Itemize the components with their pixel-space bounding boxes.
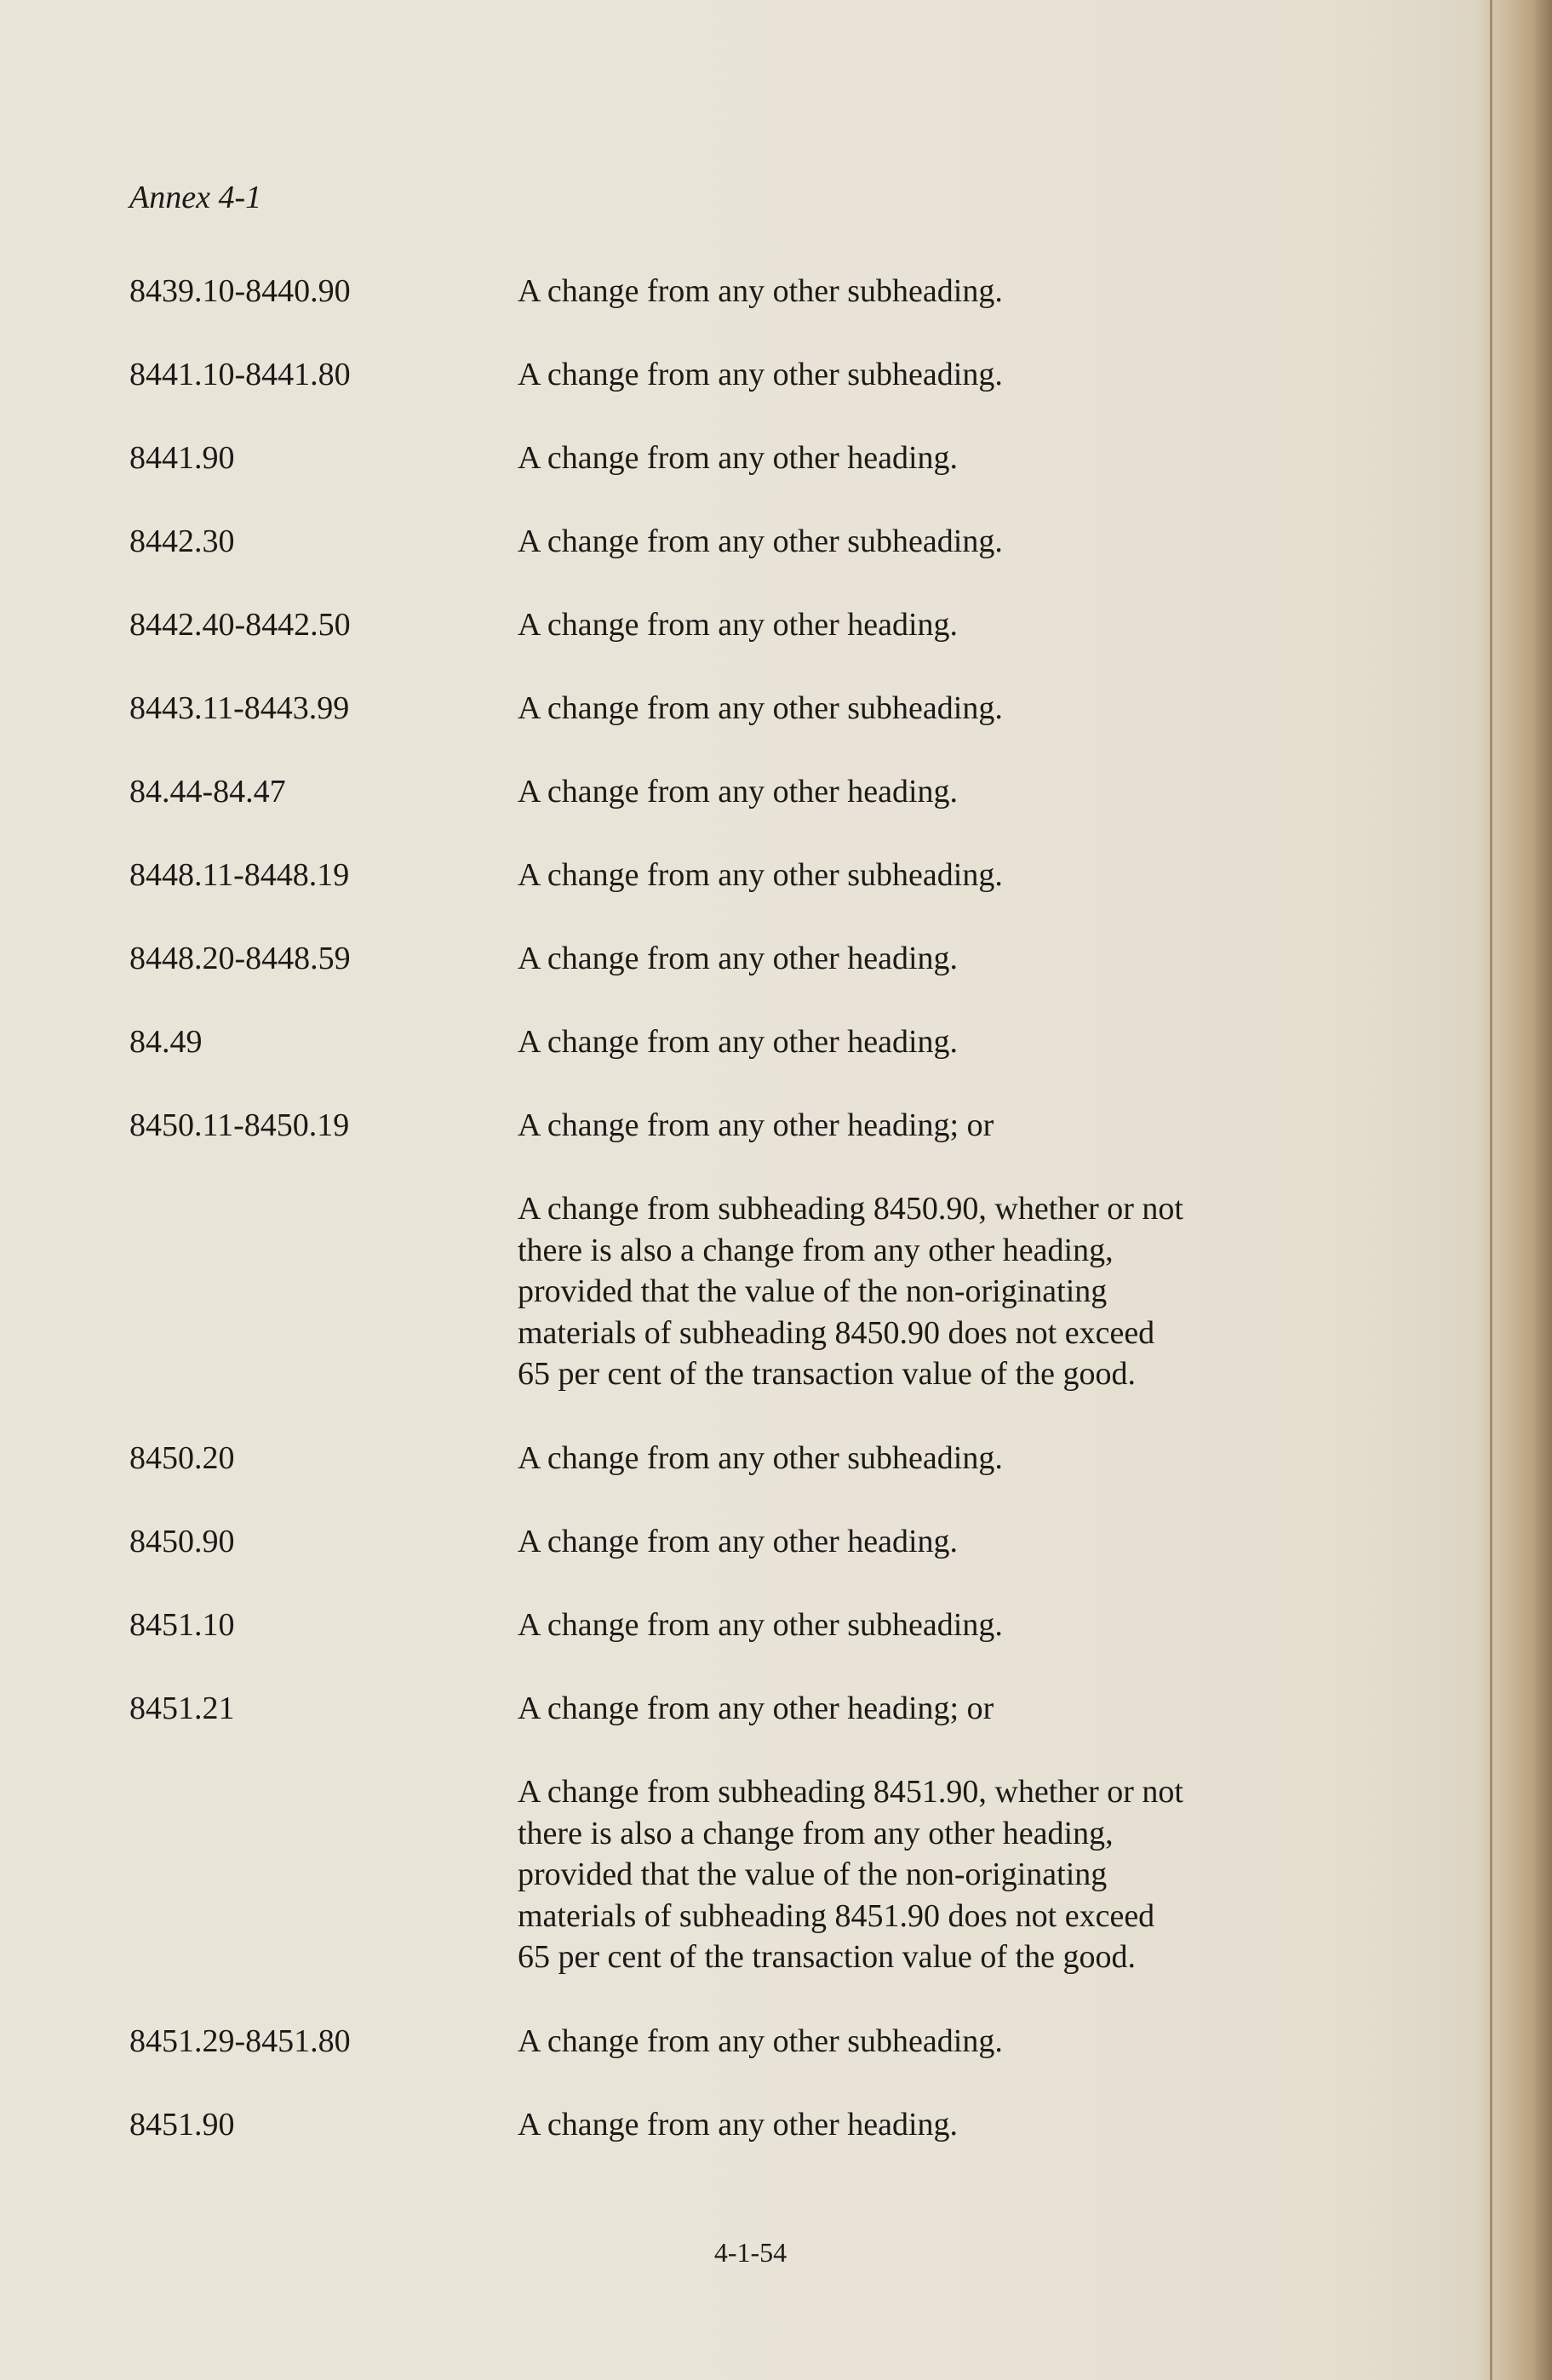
rule-text	[518, 2104, 1284, 2146]
tariff-code: 8451.90	[129, 2107, 235, 2143]
tariff-code: 8450.20	[129, 1440, 235, 1476]
rule-line: A change from any other subheading.	[518, 690, 1003, 726]
rule-line: A change from subheading 8450.90, whether or not	[518, 1191, 1183, 1227]
rule-line: A change from any other subheading.	[518, 273, 1003, 309]
rule-text	[518, 354, 1284, 396]
rule-line: A change from any other heading.	[518, 941, 959, 976]
rule-line: A change from any other subheading.	[518, 357, 1003, 392]
rule-line: A change from any other heading; or	[518, 1691, 994, 1726]
tariff-code: 8442.40-8442.50	[129, 607, 351, 643]
rule-line: A change from any other subheading.	[518, 1440, 1003, 1476]
rule-line: A change from any other heading; or	[518, 1107, 994, 1143]
book-spine-shadow	[1475, 0, 1552, 2380]
rule-line: there is also a change from any other heading,	[518, 1815, 1114, 1851]
rule-line: materials of subheading 8450.90 does not exceed	[518, 1314, 1155, 1351]
tariff-code: 8439.10-8440.90	[129, 273, 351, 309]
rule-text	[518, 771, 1284, 813]
rule-line: provided that the value of the non-originating	[518, 1273, 1108, 1309]
rule-text	[518, 855, 1284, 896]
rule-line: provided that the value of the non-originating	[518, 1857, 1108, 1892]
tariff-code: 8451.29-8451.80	[129, 2023, 351, 2059]
rule-text	[518, 938, 1284, 980]
rule-line: A change from any other heading.	[518, 1524, 959, 1559]
rule-text	[518, 438, 1284, 479]
tariff-code: 8441.90	[129, 440, 235, 476]
tariff-code: 8448.11-8448.19	[129, 857, 350, 893]
rule-line: A change from any other heading.	[518, 440, 959, 476]
rule-line: A change from any other heading.	[518, 774, 959, 810]
rule-line: there is also a change from any other heading,	[518, 1232, 1114, 1268]
page-footer	[0, 2237, 1552, 2268]
rule-text	[518, 1021, 1284, 1063]
rule-text	[518, 1688, 1284, 1730]
tariff-code: 8451.21	[129, 1691, 235, 1726]
page-number: 4-1-54	[713, 2237, 787, 2268]
rule-line: A change from subheading 8451.90, whether or not	[518, 1774, 1183, 1810]
rule-text	[518, 688, 1284, 729]
rule-line: 65 per cent of the transaction value of the good.	[518, 1356, 1136, 1392]
rule-line: A change from any other heading.	[518, 607, 959, 643]
tariff-code: 8450.90	[129, 1524, 235, 1559]
rule-text	[518, 271, 1284, 312]
tariff-code: 84.44-84.47	[129, 774, 286, 810]
rule-line: A change from any other heading.	[518, 1024, 959, 1060]
tariff-code: 84.49	[129, 1024, 203, 1060]
rule-text	[518, 1105, 1284, 1147]
rule-text	[518, 1438, 1284, 1479]
rule-line: A change from any other subheading.	[518, 1607, 1003, 1643]
tariff-code: 8448.20-8448.59	[129, 941, 351, 976]
tariff-code: 8442.30	[129, 523, 235, 559]
book-spine-edge	[1490, 0, 1492, 2380]
rule-text	[518, 1521, 1284, 1563]
rule-text	[518, 1605, 1284, 1646]
rule-line: A change from any other subheading.	[518, 857, 1003, 893]
rule-line: materials of subheading 8451.90 does not exceed	[518, 1897, 1155, 1934]
rule-line: A change from any other subheading.	[518, 2023, 1003, 2059]
rule-text	[518, 521, 1284, 563]
tariff-code: 8443.11-8443.99	[129, 690, 350, 726]
rule-text	[518, 2021, 1284, 2062]
annex-heading: Annex 4-1	[129, 180, 262, 215]
rule-text	[518, 1771, 1284, 1978]
tariff-code: 8451.10	[129, 1607, 235, 1643]
rule-text	[518, 1188, 1284, 1395]
tariff-code: 8450.11-8450.19	[129, 1107, 350, 1143]
tariff-code: 8441.10-8441.80	[129, 357, 351, 392]
rule-text	[518, 604, 1284, 646]
rule-line: A change from any other subheading.	[518, 523, 1003, 559]
rule-line: 65 per cent of the transaction value of the good.	[518, 1939, 1136, 1975]
rule-line: A change from any other heading.	[518, 2107, 959, 2143]
